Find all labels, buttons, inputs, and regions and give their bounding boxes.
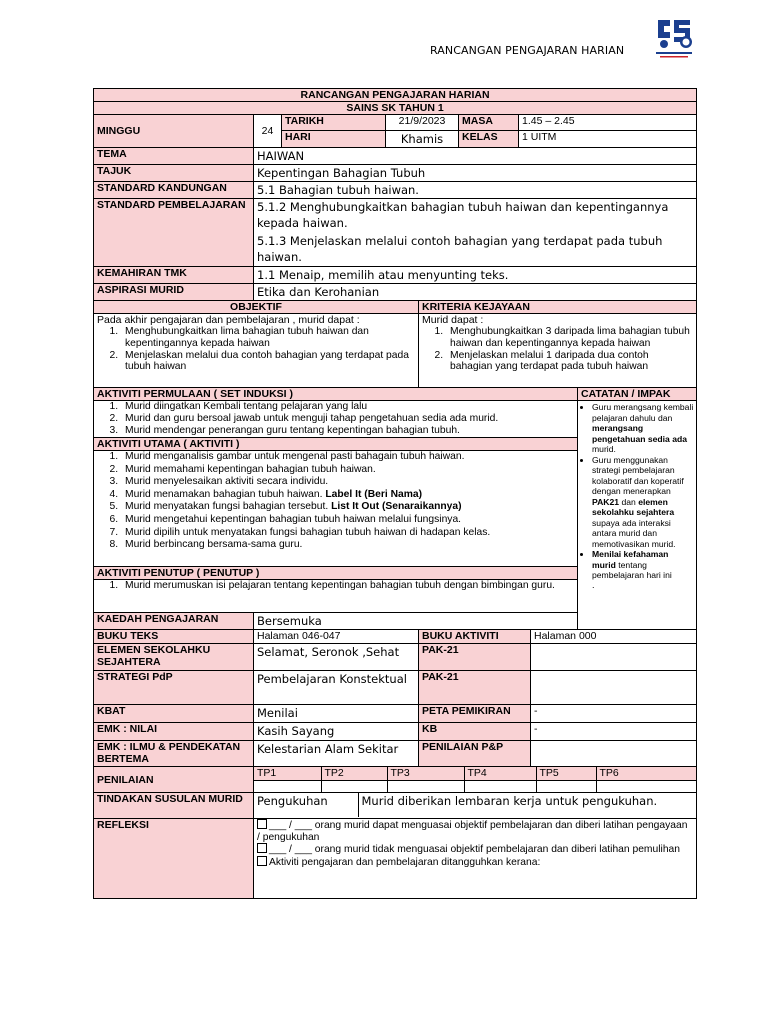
utama-item: 8. Murid berbincang bersama-sama guru. — [121, 539, 577, 552]
tindakan-type[interactable]: Pengukuhan — [254, 793, 358, 817]
kbat-value[interactable]: Menilai — [254, 705, 419, 723]
tp-value[interactable] — [536, 780, 596, 792]
checkbox-icon[interactable] — [257, 819, 267, 829]
tajuk-value[interactable]: Kepentingan Bahagian Tubuh — [254, 165, 697, 182]
lesson-plan-table — [93, 88, 697, 899]
standard-kandungan-value[interactable]: 5.1 Bahagian tubuh haiwan. — [254, 182, 697, 199]
penutup-label: AKTIVITI PENUTUP ( PENUTUP ) — [94, 567, 578, 580]
refleksi-label: REFLEKSI — [94, 819, 254, 899]
doc-title: RANCANGAN PENGAJARAN HARIAN — [94, 89, 697, 102]
hari-value[interactable]: Khamis — [386, 131, 459, 148]
sp-item-2: 5.1.3 Menjelaskan melalui contoh bahagian yang terdapat pada tubuh haiwan. — [257, 234, 663, 264]
refleksi-item: ___ / ___ orang murid dapat menguasai objektif pembelajaran dan diberi latihan pengayaan / pengukuhan — [257, 820, 688, 843]
kelas-value[interactable]: 1 UITM — [519, 131, 697, 148]
kb-label: KB — [419, 723, 531, 741]
kelas-label: KELAS — [459, 131, 519, 148]
permulaan-cell[interactable] — [94, 401, 578, 438]
standard-kandungan-label: STANDARD KANDUNGAN — [94, 182, 254, 199]
tema-value[interactable]: HAIWAN — [254, 148, 697, 165]
tmk-value[interactable]: 1.1 Menaip, memilih atau menyunting teks. — [254, 267, 697, 284]
aspirasi-value[interactable]: Etika dan Kerohanian — [254, 284, 697, 301]
buku-aktiviti-label: BUKU AKTIVITI — [419, 630, 531, 644]
refleksi-item: Aktiviti pengajaran dan pembelajaran ditangguhkan kerana: — [257, 856, 693, 869]
hari-label: HARI — [282, 131, 386, 148]
tp-label: TP4 — [464, 767, 536, 780]
tajuk-label: TAJUK — [94, 165, 254, 182]
tp-value[interactable] — [596, 780, 696, 792]
strategi-value[interactable]: Pembelajaran Konstektual — [254, 671, 419, 705]
catatan-cell[interactable] — [578, 401, 697, 630]
strategi-label: STRATEGI PdP — [94, 671, 254, 705]
nilai-label: EMK : NILAI — [94, 723, 254, 741]
objektif-item: 2. Menjelaskan melalui dua contoh bahagian yang terdapat pada tubuh haiwan — [121, 350, 415, 374]
tp-label: TP1 — [254, 767, 321, 780]
peta-label: PETA PEMIKIRAN — [419, 705, 531, 723]
permulaan-label: AKTIVITI PERMULAAN ( SET INDUKSI ) — [94, 388, 578, 401]
masa-value[interactable]: 1.45 – 2.45 — [519, 115, 697, 131]
tp-label: TP5 — [536, 767, 596, 780]
utama-item: 2. Murid memahami kepentingan bahagian tubuh haiwan. — [121, 464, 577, 477]
utama-item: 3. Murid menyelesaikan aktiviti secara individu. — [121, 476, 577, 489]
kbat-label: KBAT — [94, 705, 254, 723]
utama-item: 4. Murid menamakan bahagian tubuh haiwan. Label It (Beri Nama) — [121, 489, 577, 502]
checkbox-icon[interactable] — [257, 843, 267, 853]
doc-subtitle: SAINS SK TAHUN 1 — [94, 102, 697, 115]
tp-value[interactable] — [254, 780, 321, 792]
tp-value[interactable] — [464, 780, 536, 792]
tp-label: TP3 — [387, 767, 464, 780]
objektif-cell[interactable] — [94, 314, 419, 388]
buku-aktiviti-value[interactable]: Halaman 000 — [531, 630, 697, 644]
permulaan-item: 3. Murid mendengar penerangan guru tentang kepentingan bahagian tubuh. — [121, 425, 577, 437]
peta-value[interactable]: - — [531, 705, 697, 723]
tarikh-value[interactable]: 21/9/2023 — [386, 115, 459, 131]
buku-teks-value[interactable]: Halaman 046-047 — [254, 630, 419, 644]
refleksi-item: ___ / ___ orang murid tidak menguasai objektif pembelajaran dan diberi latihan pemulihan — [257, 843, 693, 856]
catatan-item: • Guru merangsang kembali pelajaran dahulu dan merangsang pengetahuan sedia ada murid. — [592, 402, 694, 455]
refleksi-cell[interactable] — [254, 819, 697, 899]
aspirasi-label: ASPIRASI MURID — [94, 284, 254, 301]
tmk-label: KEMAHIRAN TMK — [94, 267, 254, 284]
catatan-item: • Guru menggunakan strategi pembelajaran kolaboratif dan koperatif dengan menerapkan PAK21 dan elemen sekolahku sejahtera supaya ada interaksi antara murid dan memotivasikan murid. — [592, 455, 694, 550]
permulaan-item: 2. Murid dan guru bersoal jawab untuk menguji tahap pengetahuan sedia ada murid. — [121, 413, 577, 425]
catatan-dot: . — [592, 579, 595, 590]
penilaian-label: PENILAIAN — [94, 767, 254, 793]
utama-item: 7. Murid dipilih untuk menyatakan fungsi bahagian tubuh haiwan di hadapan kelas. — [121, 527, 577, 540]
ilmu-label: EMK : ILMU & PENDEKATAN BERTEMA — [94, 741, 254, 767]
sp-item-1: 5.1.2 Menghubungkaitkan bahagian tubuh haiwan dan kepentingannya kepada haiwan. — [257, 200, 669, 230]
elemen-value[interactable]: Selamat, Seronok ,Sehat — [254, 644, 419, 671]
buku-teks-label: BUKU TEKS — [94, 630, 254, 644]
nilai-value[interactable]: Kasih Sayang — [254, 723, 419, 741]
objektif-intro: Pada akhir pengajaran dan pembelajaran , murid dapat : — [97, 314, 360, 326]
pak21b-label: PAK-21 — [419, 671, 531, 705]
pak21b-value[interactable] — [531, 671, 697, 705]
kriteria-label: KRITERIA KEJAYAAN — [419, 301, 697, 314]
standard-pembelajaran-label: STANDARD PEMBELAJARAN — [94, 199, 254, 267]
objektif-item: 1. Menghubungkaitkan lima bahagian tubuh haiwan dan kepentingannya kepada haiwan — [121, 326, 415, 350]
tp-label: TP6 — [596, 767, 696, 780]
ilmu-value[interactable]: Kelestarian Alam Sekitar — [254, 741, 419, 767]
kb-value[interactable]: - — [531, 723, 697, 741]
kriteria-intro: Murid dapat : — [422, 314, 484, 326]
utama-cell[interactable] — [94, 451, 578, 567]
utama-item: 5. Murid menyatakan fungsi bahagian tersebut. List It Out (Senaraikannya) — [121, 501, 577, 514]
kriteria-cell[interactable] — [419, 314, 697, 388]
catatan-label: CATATAN / IMPAK — [578, 388, 697, 401]
tp-label: TP2 — [321, 767, 387, 780]
pak21-value[interactable] — [531, 644, 697, 671]
minggu-label: MINGGU — [94, 115, 254, 148]
objektif-label: OBJEKTIF — [94, 301, 419, 314]
permulaan-item: 1. Murid diingatkan Kembali tentang pelajaran yang lalu — [121, 401, 577, 413]
utama-label: AKTIVITI UTAMA ( AKTIVITI ) — [94, 438, 578, 451]
catatan-item: • Menilai kefahaman murid tentang pembelajaran hari ini — [592, 549, 694, 581]
tindakan-cell[interactable] — [254, 793, 697, 819]
minggu-value[interactable]: 24 — [254, 115, 282, 148]
tindakan-label: TINDAKAN SUSULAN MURID — [94, 793, 254, 819]
tp-value[interactable] — [321, 780, 387, 792]
masa-label: MASA — [459, 115, 519, 131]
penilaian-tp-grid[interactable] — [254, 767, 697, 793]
ministry-logo-icon — [652, 14, 696, 60]
page-header-title: RANCANGAN PENGAJARAN HARIAN — [430, 44, 625, 57]
tema-label: TEMA — [94, 148, 254, 165]
kaedah-value[interactable]: Bersemuka — [254, 613, 697, 630]
penilaian-pp-label: PENILAIAN P&P — [419, 741, 531, 767]
kaedah-label: KAEDAH PENGAJARAN — [94, 613, 254, 630]
standard-pembelajaran-value[interactable] — [254, 199, 697, 267]
penilaian-pp-value[interactable] — [531, 741, 697, 767]
pak21-label: PAK-21 — [419, 644, 531, 671]
utama-item: 1. Murid menganalisis gambar untuk mengenal pasti bahagain tubuh haiwan. — [121, 451, 577, 464]
utama-item: 6. Murid mengetahui kepentingan bahagian tubuh haiwan melalui fungsinya. — [121, 514, 577, 527]
tp-value[interactable] — [387, 780, 464, 792]
checkbox-icon[interactable] — [257, 856, 267, 866]
penutup-item: 1. Murid merumuskan isi pelajaran tentang kepentingan bahagian tubuh dengan bimbingan guru. — [121, 580, 577, 592]
penutup-cell[interactable] — [94, 580, 578, 613]
tarikh-label: TARIKH — [282, 115, 386, 131]
kriteria-item: 1. Menghubungkaitkan 3 daripada lima bahagian tubuh haiwan dan kepentingannya kepada haiwan — [446, 326, 693, 350]
kriteria-item: 2. Menjelaskan melalui 1 daripada dua contoh bahagian yang terdapat pada tubuh haiwan — [446, 350, 693, 374]
elemen-label: ELEMEN SEKOLAHKU SEJAHTERA — [94, 644, 254, 671]
tindakan-desc[interactable]: Murid diberikan lembaran kerja untuk pengukuhan. — [361, 794, 658, 808]
